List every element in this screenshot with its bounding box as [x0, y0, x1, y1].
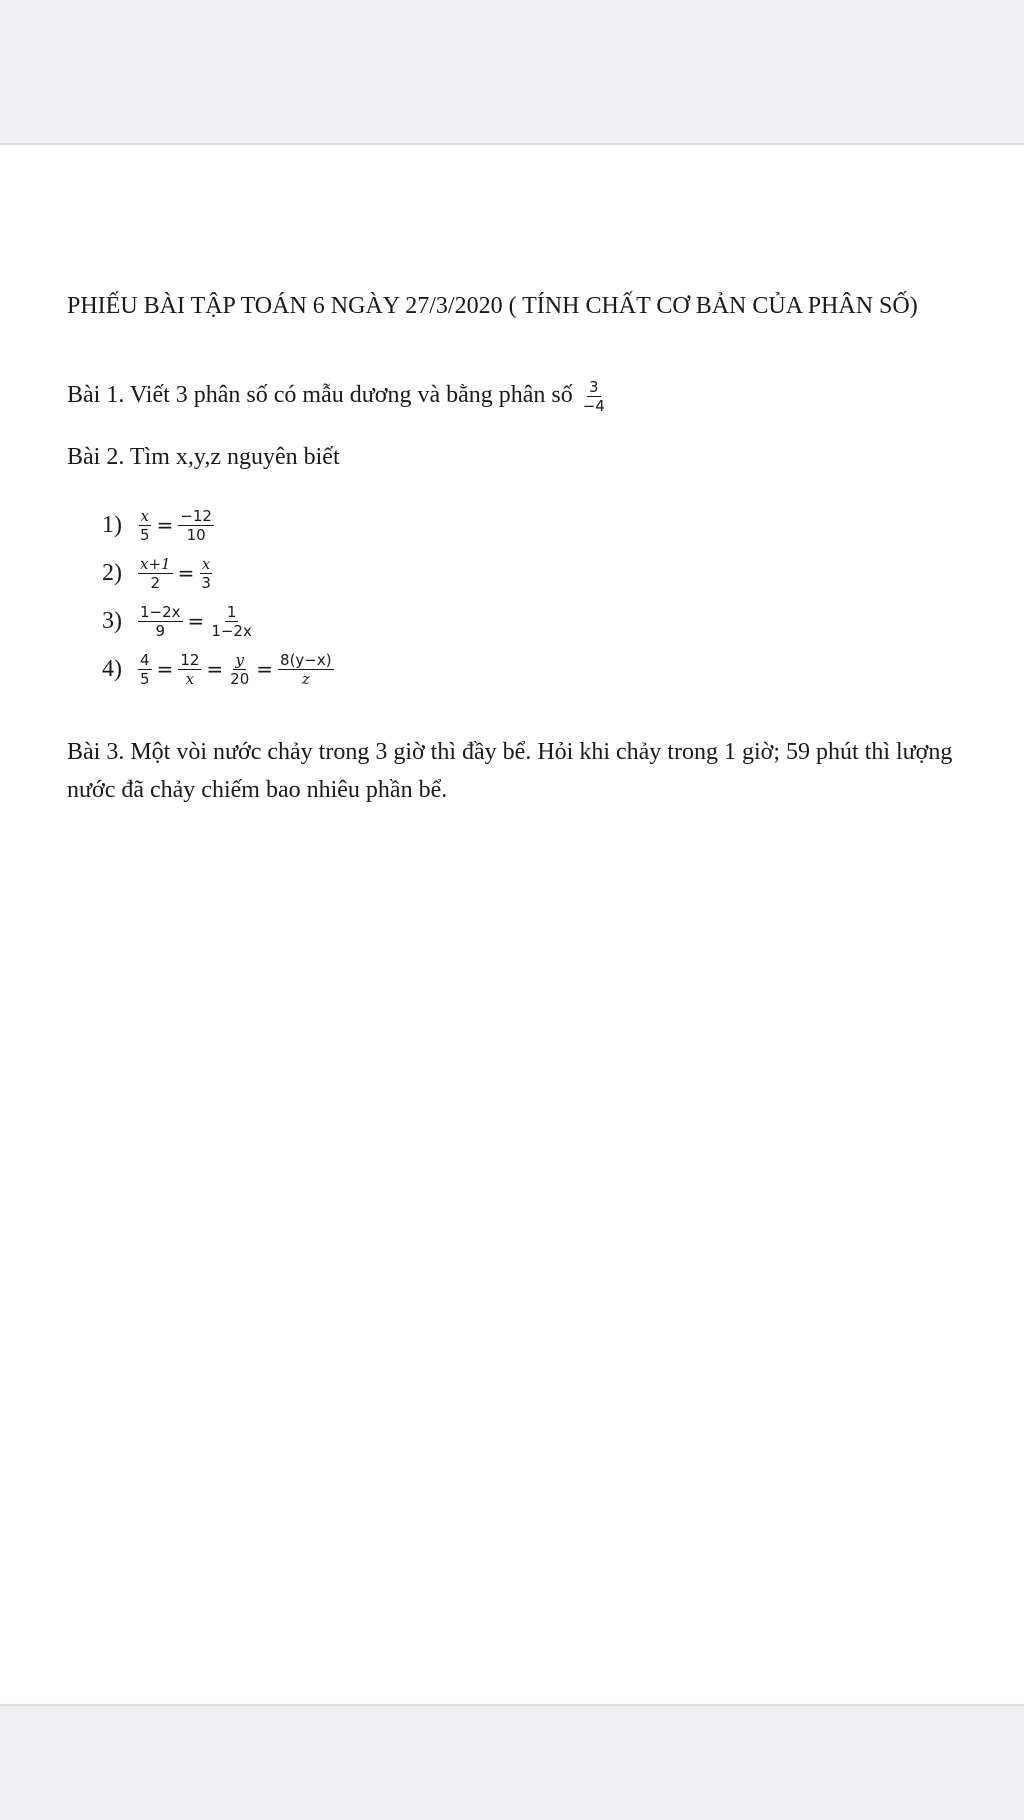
exercise-3: Bài 3. Một vòi nước chảy trong 3 giờ thì đầy bể. Hỏi khi chảy trong 1 giờ; 59 phút thì lượng nước đã chảy chiếm bao nhiêu phần bể. — [67, 739, 953, 803]
document-page — [0, 143, 1024, 1706]
fraction — [138, 651, 152, 688]
fraction-numerator: 1−2x — [140, 602, 181, 621]
fraction — [209, 603, 254, 640]
exercise-1 — [67, 377, 609, 415]
fraction-numerator: 4 — [140, 650, 150, 669]
list-item — [102, 597, 336, 645]
fraction-denominator: z — [301, 669, 310, 688]
fraction-denominator: 2 — [150, 573, 161, 592]
fraction-numerator: 8(y−x) — [280, 650, 332, 669]
fraction-denominator: x — [185, 669, 195, 688]
equals-sign: = — [256, 657, 274, 681]
fraction-denominator: 1−2x — [211, 621, 252, 640]
fraction — [199, 555, 213, 592]
fraction-numerator: x+1 — [140, 554, 171, 573]
exercise-2-list — [102, 501, 336, 693]
list-item — [102, 645, 336, 693]
fraction-numerator: 12 — [180, 650, 200, 669]
document-title: PHIẾU BÀI TẬP TOÁN 6 NGÀY 27/3/2020 ( TÍNH CHẤT CƠ BẢN CỦA PHÂN SỐ) — [67, 293, 918, 319]
fraction-denominator: 20 — [230, 669, 250, 688]
equals-sign: = — [187, 609, 205, 633]
equals-sign: = — [156, 513, 174, 537]
equals-sign: = — [177, 561, 195, 585]
item-number: 2) — [102, 559, 122, 586]
list-item — [102, 501, 336, 549]
fraction-denominator: 5 — [140, 669, 150, 688]
fraction — [138, 603, 183, 640]
exercise-2-heading: Bài 2. Tìm x,y,z nguyên biết — [67, 444, 340, 470]
fraction-denominator: 9 — [155, 621, 166, 640]
fraction-denominator: 3 — [201, 573, 211, 592]
fraction-denominator: 10 — [186, 525, 206, 544]
fraction — [228, 651, 251, 688]
equals-sign: = — [206, 657, 224, 681]
exercise-1-text: Bài 1. Viết 3 phân số có mẫu dương và bằng phân số — [67, 382, 573, 408]
fraction — [178, 507, 214, 544]
fraction — [278, 651, 334, 688]
fraction-numerator: 1 — [226, 602, 237, 621]
equals-sign: = — [156, 657, 174, 681]
fraction-numerator: x — [140, 506, 149, 525]
fraction-numerator: x — [201, 554, 211, 573]
fraction-denominator: −4 — [582, 396, 605, 415]
item-number: 1) — [102, 511, 122, 538]
item-number: 4) — [102, 655, 122, 682]
fraction-denominator: 5 — [140, 525, 150, 544]
fraction-numerator: −12 — [180, 506, 212, 525]
fraction-numerator: y — [235, 650, 244, 669]
fraction — [138, 555, 173, 592]
fraction — [138, 507, 152, 544]
list-item — [102, 549, 336, 597]
fraction-numerator: 3 — [589, 377, 599, 396]
exercise-1-fraction — [581, 378, 607, 415]
fraction — [178, 651, 201, 688]
item-number: 3) — [102, 607, 122, 634]
